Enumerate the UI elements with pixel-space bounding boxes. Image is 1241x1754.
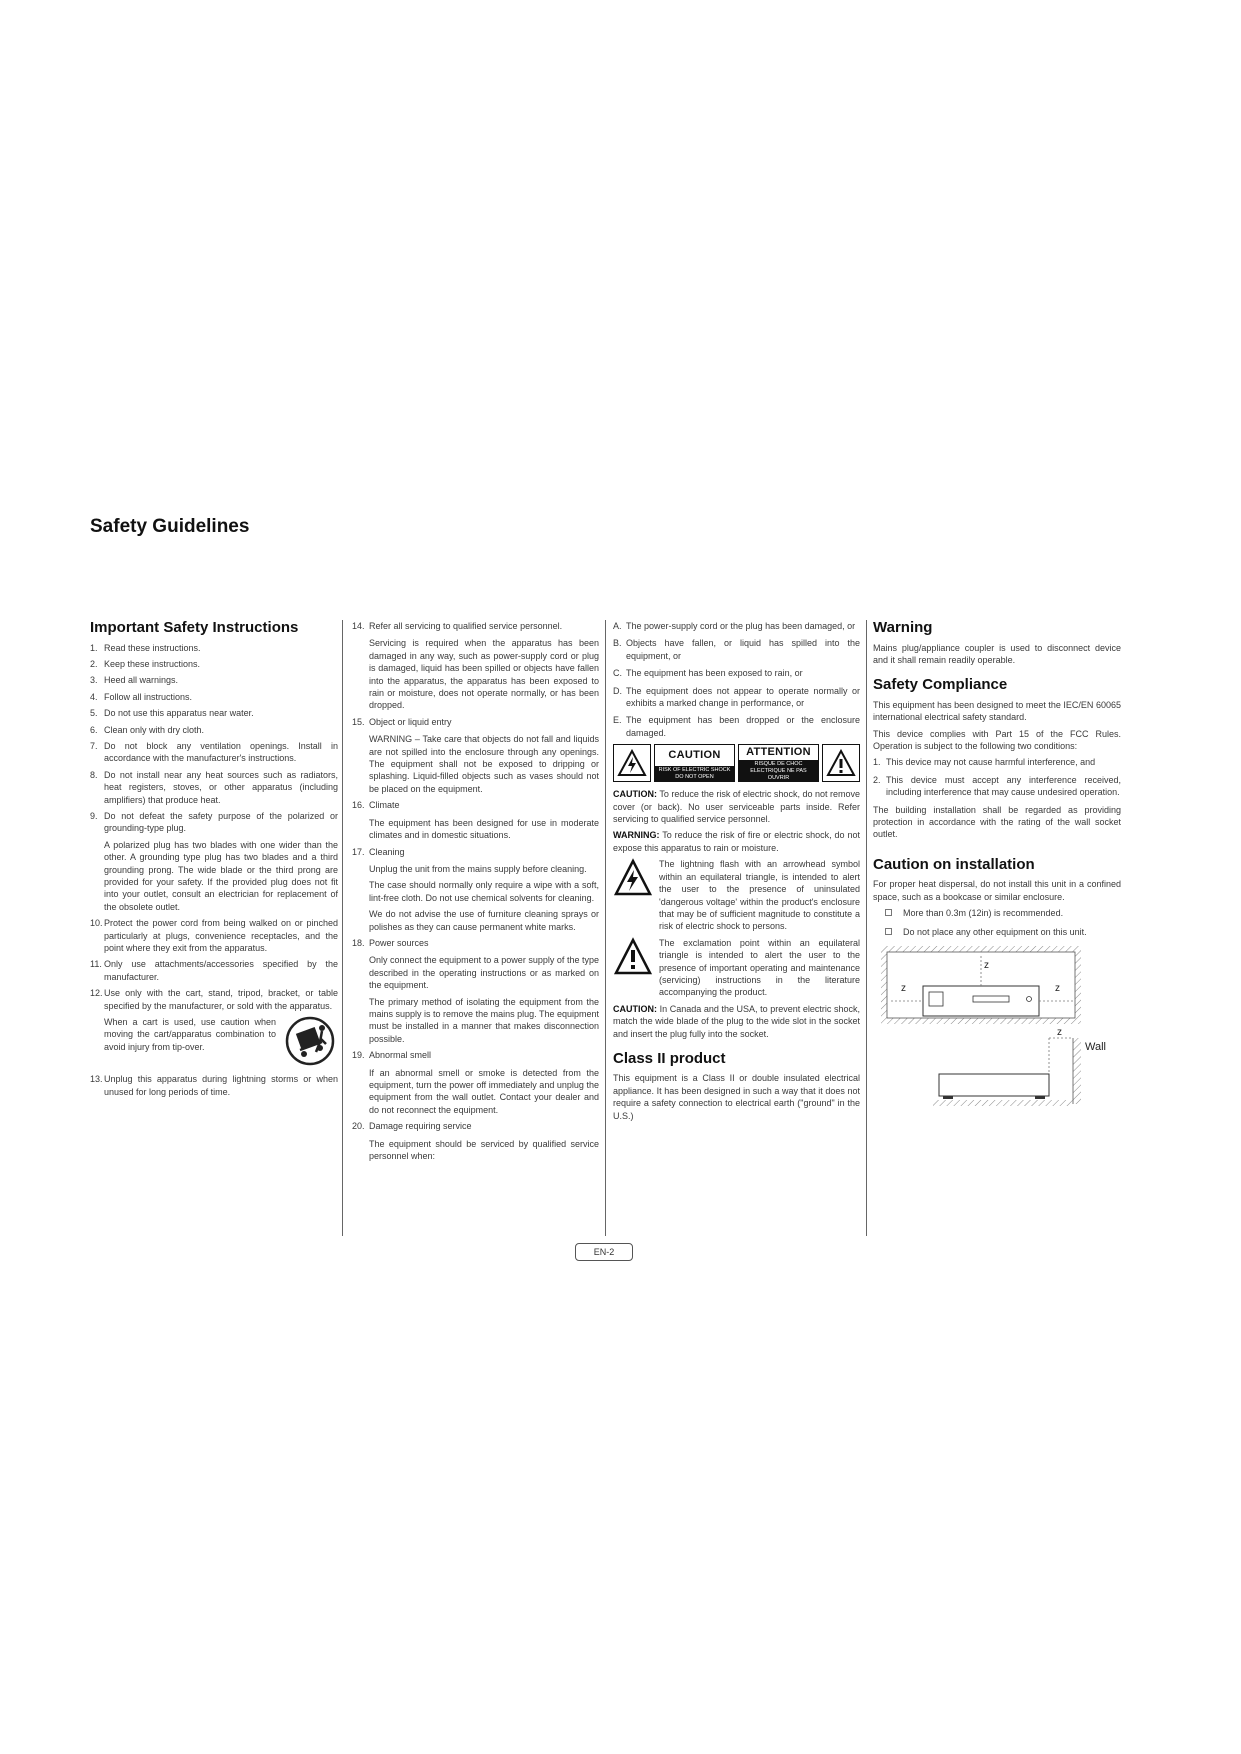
column-2 — [352, 620, 599, 1166]
list-item: Do not place any other equipment on this unit. — [873, 926, 1121, 938]
caution-paragraph-1: CAUTION: To reduce the risk of electric shock, do not remove cover (or back). No user serviceable parts inside. Refer servicing to qualified service personnel. — [613, 789, 860, 825]
list-item: 7. Do not block any ventilation openings. Install in accordance with the manufacturer's instructions. — [90, 740, 338, 764]
column-4 — [873, 620, 1121, 1109]
attention-box: ATTENTION RISQUE DE CHOC ELECTRIQUE NE PAS OUVRIR — [738, 744, 819, 782]
clearance-label-right: z — [1055, 983, 1060, 994]
list-item: 1. Read these instructions. — [90, 642, 201, 653]
wall-label: Wall — [1085, 1041, 1106, 1053]
list-item: C. The equipment has been exposed to rain, or — [613, 668, 803, 679]
caution-paragraph-2: CAUTION: In Canada and the USA, to prevent electric shock, match the wide blade of the plug to the wide slot in the socket and insert the plug fully into the socket. — [613, 1003, 860, 1039]
list-item: 4. Follow all instructions. — [90, 691, 193, 702]
clearance-label-top: z — [984, 960, 989, 971]
instructions-list-c — [90, 1073, 338, 1098]
installation-paragraph: For proper heat dispersal, do not install this unit in a confined space, such as a bookcase or similar enclosure. — [873, 879, 1121, 902]
list-item: More than 0.3m (12in) is recommended. — [873, 907, 1121, 919]
installation-clearance-diagram — [873, 946, 1121, 1109]
list-item: 3. Heed all warnings. — [90, 675, 179, 686]
exclamation-symbol-explanation: The exclamation point within an equilateral triangle is intended to alert the user to the presence of important operating and maintenance (servicing) instructions in the literature accompanying the product. — [613, 937, 860, 1003]
list-item: 1. This device may not cause harmful interference, and — [873, 757, 1096, 768]
list-item: E. The equipment has been dropped or the enclosure damaged. — [613, 715, 860, 738]
polarized-plug-paragraph: A polarized plug has two blades with one wider than the other. A grounding type plug has two blades and a third grounding prong. The wide blade or the third prong are provided for your safety. If the provided plug does not fit into your outlet, consult an electrician for replacement of the obsolete outlet. — [104, 839, 338, 912]
warning-paragraph: WARNING: To reduce the risk of fire or electric shock, do not expose this apparatus to rain or moisture. — [613, 830, 860, 853]
list-item: 5. Do not use this apparatus near water. — [90, 708, 254, 719]
item-14: 14. Refer all servicing to qualified service personnel. Servicing is required when the apparatus has been damaged in any way, such as power-supply cord or plug is damaged, liquid has been spilled or objects have fallen into the apparatus, the apparatus has been exposed to rain or moisture, does not operate normally, or has been dropped. — [352, 621, 599, 711]
list-item: 6. Clean only with dry cloth. — [90, 724, 205, 735]
item-15: 15. Object or liquid entry WARNING – Take care that objects do not fall and liquids are not spilled into the enclosure through any openings. The equipment shall not be exposed to dripping or splashing. Liquid-filled objects such as vases should not be placed on the equipment. — [352, 716, 599, 794]
exclamation-triangle-icon — [822, 744, 860, 782]
caution-label-graphic — [613, 744, 860, 782]
building-installation-paragraph: The building installation shall be regarded as providing protection in accordance with the rating of the wall socket outlet. — [873, 804, 1121, 840]
instructions-list-a — [90, 642, 338, 835]
cart-warning-block — [90, 1016, 338, 1069]
caution-box: CAUTION RISK OF ELECTRIC SHOCK DO NOT OPEN — [654, 744, 735, 782]
item-17: 17. Cleaning Unplug the unit from the mains supply before cleaning. The case should normally only require a wipe with a soft, lint-free cloth. Do not use chemical solvents for cleaning. We do not advise the use of furniture cleaning sprays or polishes as they can cause permanent white marks. — [352, 846, 599, 932]
item-18: 18. Power sources Only connect the equipment to a power supply of the type described in the operating instructions or as marked on the equipment. The primary method of isolating the equipment from the mains supply is to remove the mains plug. The equipment must be installed in a manner that makes disconnection possible. — [352, 937, 599, 1044]
compliance-paragraph-2: This device complies with Part 15 of the FCC Rules. Operation is subject to the following two conditions: — [873, 728, 1121, 752]
list-item: 13. Unplug this apparatus during lightning storms or when unused for long periods of time. — [90, 1074, 338, 1097]
lightning-triangle-icon — [613, 858, 653, 936]
compliance-paragraph-1: This equipment has been designed to meet the IEC/EN 60065 international electrical safety standard. — [873, 699, 1121, 723]
important-safety-heading: Important Safety Instructions — [90, 619, 299, 636]
list-item: 11. Only use attachments/accessories specified by the manufacturer. — [90, 959, 338, 982]
column-1 — [90, 620, 338, 1102]
warning-paragraph: Mains plug/appliance coupler is used to disconnect device and it shall remain readily operable. — [873, 642, 1121, 665]
list-item: D. The equipment does not appear to operate normally or exhibits a marked change in performance, or — [613, 685, 860, 709]
list-item: B. Objects have fallen, or liquid has spilled into the equipment, or — [613, 638, 860, 661]
instructions-list-b — [90, 917, 338, 1012]
column-divider — [866, 620, 867, 1236]
list-item: 10. Protect the power cord from being walked on or pinched particularly at plugs, convenience receptacles, and the point where they exit from the apparatus. — [90, 918, 338, 954]
lightning-triangle-icon — [613, 744, 651, 782]
list-item: A. The power-supply cord or the plug has been damaged, or — [613, 621, 856, 631]
item-20: 20. Damage requiring service The equipment should be serviced by qualified service personnel when: — [352, 1121, 599, 1162]
cart-paragraph: When a cart is used, use caution when moving the cart/apparatus combination to avoid injury from tip-over. — [104, 1017, 276, 1052]
installation-bullets — [873, 907, 1121, 938]
exclamation-triangle-icon — [613, 937, 653, 1003]
item-16: 16. Climate The equipment has been designed for use in moderate climates and in domestic situations. — [352, 800, 599, 841]
class2-paragraph: This equipment is a Class II or double insulated electrical appliance. It has been designed in such a way that it does not require a safety connection to electrical earth ("ground" in the U.S.) — [613, 1073, 860, 1121]
warning-heading: Warning — [873, 619, 933, 636]
caution-installation-heading: Caution on installation — [873, 855, 1035, 873]
clearance-label-left: z — [901, 983, 906, 994]
safety-compliance-heading: Safety Compliance — [873, 676, 1008, 694]
list-item: 2. Keep these instructions. — [90, 658, 201, 669]
cart-tipover-icon — [282, 1016, 338, 1069]
list-item: 9. Do not defeat the safety purpose of the polarized or grounding-type plug. — [90, 810, 338, 834]
list-item: 2. This device must accept any interference received, including interference that may cause undesired operation. — [873, 774, 1121, 798]
page-number: EN-2 — [575, 1243, 633, 1261]
column-divider — [342, 620, 343, 1236]
column-divider — [605, 620, 606, 1236]
list-item: 12. Use only with the cart, stand, tripod, bracket, or table specified by the manufacturer, or sold with the apparatus. — [90, 988, 338, 1011]
page-title: Safety Guidelines — [90, 516, 250, 537]
list-item: 8. Do not install near any heat sources such as radiators, heat registers, stoves, or other apparatus (including amplifiers) that produce heat. — [90, 769, 338, 805]
clearance-label-wall: z — [1057, 1027, 1062, 1038]
column-3 — [613, 620, 860, 1126]
lightning-symbol-explanation: The lightning flash with an arrowhead symbol within an equilateral triangle, is intended to alert the user to the presence of uninsulated 'dangerous voltage' within the product's enclosure that may be of sufficient magnitude to constitute a risk of electric shock to persons. — [613, 858, 860, 936]
class2-heading: Class II product — [613, 1049, 726, 1067]
item-19: 19. Abnormal smell If an abnormal smell or smoke is detected from the equipment, turn the power off immediately and unplug the equipment from the wall outlet. Contact your dealer and do not reconnect the equipment. — [352, 1050, 599, 1115]
